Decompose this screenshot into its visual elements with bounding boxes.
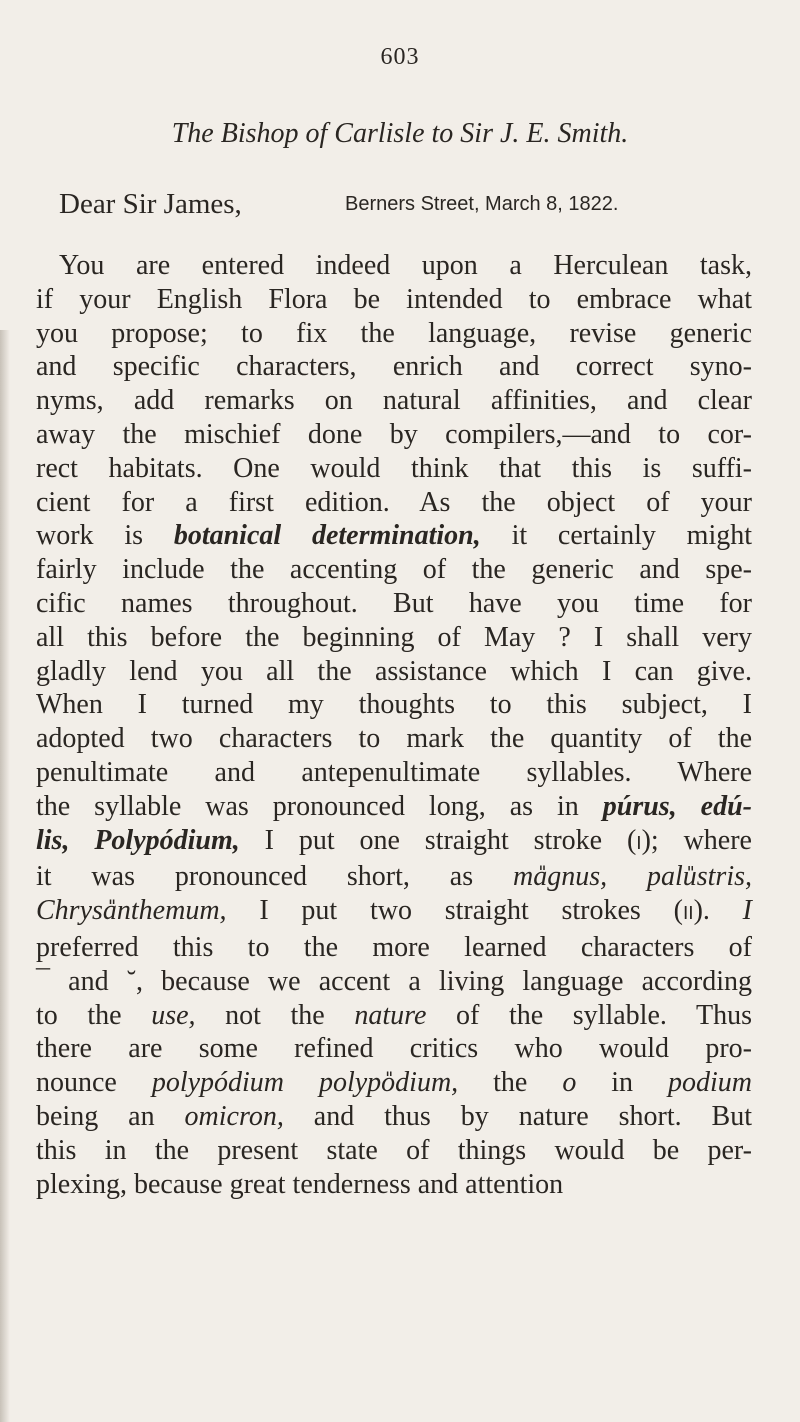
- text-line: nyms, add remarks on natural affinities, and clear: [36, 385, 752, 417]
- text-segment: being an: [36, 1100, 185, 1132]
- text-line: cific names throughout. But have you time for: [36, 587, 752, 619]
- salutation-row: [59, 188, 749, 224]
- text-segment: the syllable was pronounced long, as in: [36, 790, 603, 822]
- text-segment: ); where: [641, 824, 752, 856]
- text-line: penultimate and antepenultimate syllables. Where: [36, 756, 752, 788]
- text-segment: to the: [36, 999, 152, 1031]
- emphasis-text: omicron,: [184, 1100, 284, 1132]
- text-line: You are entered indeed upon a Herculean task,: [59, 250, 752, 281]
- emphasis-text: polypódium polypo̎dium,: [151, 1067, 459, 1099]
- dateline: Berners Street, March 8, 1822.: [345, 193, 619, 215]
- text-line: cient for a first edition. As the object of your: [36, 486, 752, 518]
- text-line: and specific characters, enrich and correct syno-: [36, 351, 752, 383]
- text-segment: I put two straight strokes (: [226, 895, 683, 927]
- emphasis-text: púrus, edú-: [602, 790, 753, 822]
- emphasis-text: ma̎gnus, palu̎stris,: [512, 861, 753, 893]
- text-segment: the: [458, 1067, 563, 1099]
- emphasis-text: lis, Polypódium,: [36, 824, 240, 856]
- text-line: [36, 999, 752, 1033]
- text-segment: it was pronounced short, as: [36, 861, 513, 893]
- letter-heading: The Bishop of Carlisle to Sir J. E. Smith.: [171, 118, 629, 149]
- double-stroke-mark: II: [682, 903, 694, 925]
- text-line: rect habitats. One would think that this is suffi-: [36, 452, 752, 484]
- text-line: there are some refined critics who would pro-: [36, 1033, 752, 1065]
- emphasis-text: o: [562, 1067, 577, 1099]
- text-line: [36, 824, 752, 861]
- text-segment: work is: [36, 520, 174, 552]
- text-line: all this before the beginning of May ? I shall very: [36, 621, 752, 653]
- single-stroke-mark: I: [636, 832, 642, 854]
- text-line: if your English Flora be intended to embrace what: [36, 283, 752, 315]
- emphasis-text: use,: [151, 999, 196, 1031]
- text-line: ¯ and ˘, because we accent a living language according: [36, 965, 752, 997]
- page-gutter-shadow: [0, 330, 10, 1422]
- text-segment: not the: [195, 999, 355, 1031]
- emphasis-text: I: [742, 895, 752, 927]
- text-line: [36, 860, 752, 894]
- salutation: Dear Sir James,: [59, 188, 242, 220]
- text-line: this in the present state of things would be per-: [36, 1134, 752, 1166]
- text-line: gladly lend you all the assistance which I can give.: [36, 655, 752, 687]
- text-segment: in: [576, 1067, 668, 1099]
- text-line: When I turned my thoughts to this subject, I: [36, 689, 752, 721]
- text-line: [36, 894, 752, 931]
- text-line: away the mischief done by compilers,—and to cor-: [36, 418, 752, 450]
- emphasis-text: Chrysa̎nthemum,: [36, 895, 227, 927]
- text-segment: ).: [693, 895, 743, 927]
- text-segment: nounce: [36, 1067, 152, 1099]
- text-segment: of the syllable. Thus: [426, 999, 752, 1031]
- text-line: [36, 1100, 752, 1134]
- emphasis-text: nature: [354, 999, 427, 1031]
- text-line: [36, 1066, 752, 1100]
- text-line: preferred this to the more learned characters of: [36, 931, 752, 963]
- text-segment: and thus by nature short. But: [283, 1100, 752, 1132]
- letter-body: [36, 249, 752, 1201]
- page-number: 603: [380, 44, 420, 70]
- text-line: plexing, because great tenderness and attention: [36, 1168, 564, 1200]
- text-line: [36, 790, 752, 824]
- text-segment: it certainly might: [480, 520, 752, 552]
- emphasis-text: podium: [668, 1067, 752, 1099]
- text-segment: I put one straight stroke (: [239, 824, 637, 856]
- text-line: [36, 519, 752, 553]
- text-line: you propose; to fix the language, revise generic: [36, 317, 752, 349]
- text-line: fairly include the accenting of the generic and spe-: [36, 554, 752, 586]
- text-line: adopted two characters to mark the quantity of the: [36, 723, 752, 755]
- emphasis-text: botanical determination,: [173, 520, 481, 552]
